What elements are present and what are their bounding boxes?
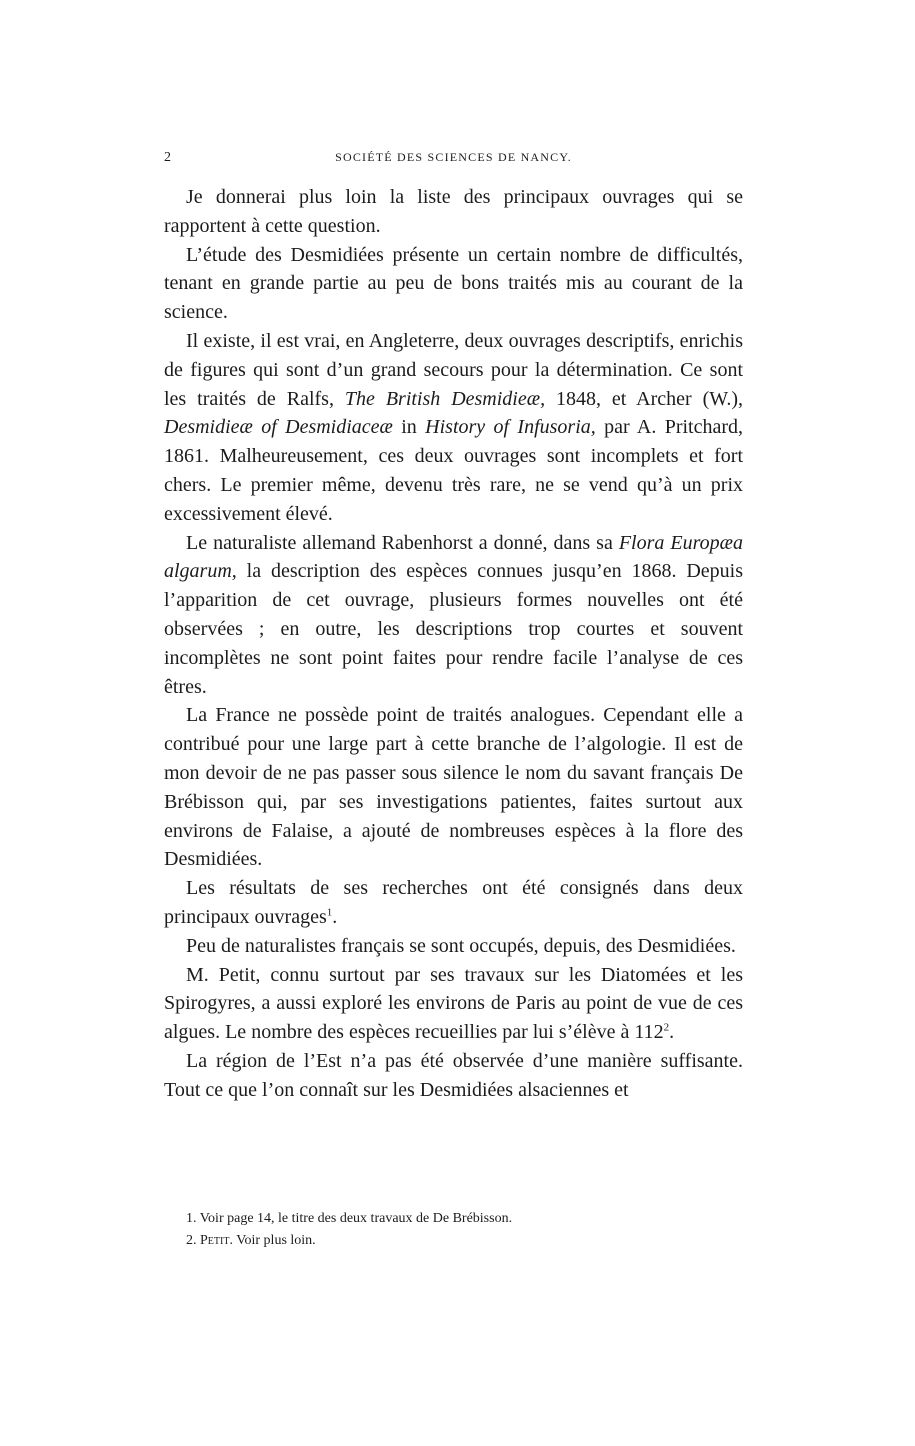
paragraph-6 (164, 874, 743, 932)
paragraph-text: in (392, 416, 426, 439)
paragraph-text: M. Petit, connu surtout par ses travaux sur les Diatomées et les Spirogyres, a aussi exploré les environs de Paris au point de vue de ces algues. Le nombre des espèces recueillies par lui s’élève à 112 (164, 963, 743, 1044)
paragraph-text: La région de l’Est n’a pas été observée d’une manière suffisante. Tout ce que l’on connaît sur les Desmidiées alsaciennes et (164, 1049, 743, 1101)
paragraph-end: . (669, 1021, 675, 1044)
paragraph-3 (164, 327, 743, 529)
body-text (164, 183, 743, 1105)
footnote-text: 1. Voir page 14, le titre des deux travaux de De Brébisson. (186, 1211, 513, 1226)
footnote-1 (164, 1208, 743, 1230)
paragraph-1 (164, 183, 743, 241)
paragraph-text: Peu de naturalistes français se sont occupés, depuis, des Desmidiées. (186, 934, 736, 957)
paragraph-8 (164, 961, 743, 1047)
paragraph-7 (164, 932, 743, 961)
italic-title-flora-europaea: Flora Europæa algarum, (164, 531, 743, 583)
footnote-2 (164, 1230, 743, 1252)
italic-title-desmidieae: Desmidieæ of Desmidiaceæ (164, 416, 393, 439)
italic-title-british-desmidieae: The British Desmidieæ, (344, 387, 546, 410)
paragraph-9 (164, 1047, 743, 1105)
paragraph-text: 1848, et Archer (W.), (545, 387, 743, 410)
paragraph-text: Le naturaliste allemand Rabenhorst a donné, dans sa (186, 531, 619, 554)
running-head (164, 150, 743, 174)
paragraph-5 (164, 701, 743, 874)
page-number: 2 (164, 150, 172, 165)
paragraph-end: . (332, 905, 338, 928)
paragraph-text: par A. Pritchard, 1861. Malheureusement, ces deux ouvrages sont incomplets et fort chers. Le premier même, devenu très rare, ne se vend qu’à un prix excessivement élevé. (164, 416, 744, 525)
footnote-ref-1: 1 (326, 906, 333, 919)
footnote-ref-2: 2 (663, 1021, 670, 1034)
paragraph-2 (164, 241, 743, 327)
paragraph-text: Les résultats de ses recherches ont été consignés dans deux principaux ouvrages (164, 877, 743, 928)
italic-title-history-infusoria: History of Infusoria, (425, 416, 596, 439)
footnote-text: Voir plus loin. (232, 1233, 316, 1248)
paragraph-text: L’étude des Desmidiées présente un certain nombre de difficultés, tenant en grande partie au peu de bons traités mis au courant de la science. (164, 243, 743, 324)
paragraph-4 (164, 529, 743, 702)
paragraph-text: Je donnerai plus loin la liste des principaux ouvrages qui se rapportent à cette question. (164, 186, 743, 237)
footnote-author: 2. Petit. (186, 1233, 233, 1248)
paragraph-text: la description des espèces connues jusqu’en 1868. Depuis l’apparition de cet ouvrage, plusieurs formes nouvelles ont été observées ; en outre, les descriptions trop courtes et souvent incomplètes ne sont point faites pour rendre facile l’analyse de ces êtres. (164, 560, 743, 698)
paragraph-text: La France ne possède point de traités analogues. Cependant elle a contribué pour une large part à cette branche de l’algologie. Il est de mon devoir de ne pas passer sous silence le nom du savant français De Brébisson qui, par ses investigations patientes, faites surtout aux environs de Falaise, a ajouté de nombreuses espèces à la flore des Desmidiées. (164, 704, 743, 871)
paragraph-text: Il existe, il est vrai, en Angleterre, deux ouvrages descriptifs, enrichis de figures qui sont d’un grand secours pour la détermination. Ce sont les traités de Ralfs, (164, 329, 743, 410)
footnotes (164, 1208, 743, 1252)
journal-title: SOCIÉTÉ DES SCIENCES DE NANCY. (335, 150, 572, 164)
